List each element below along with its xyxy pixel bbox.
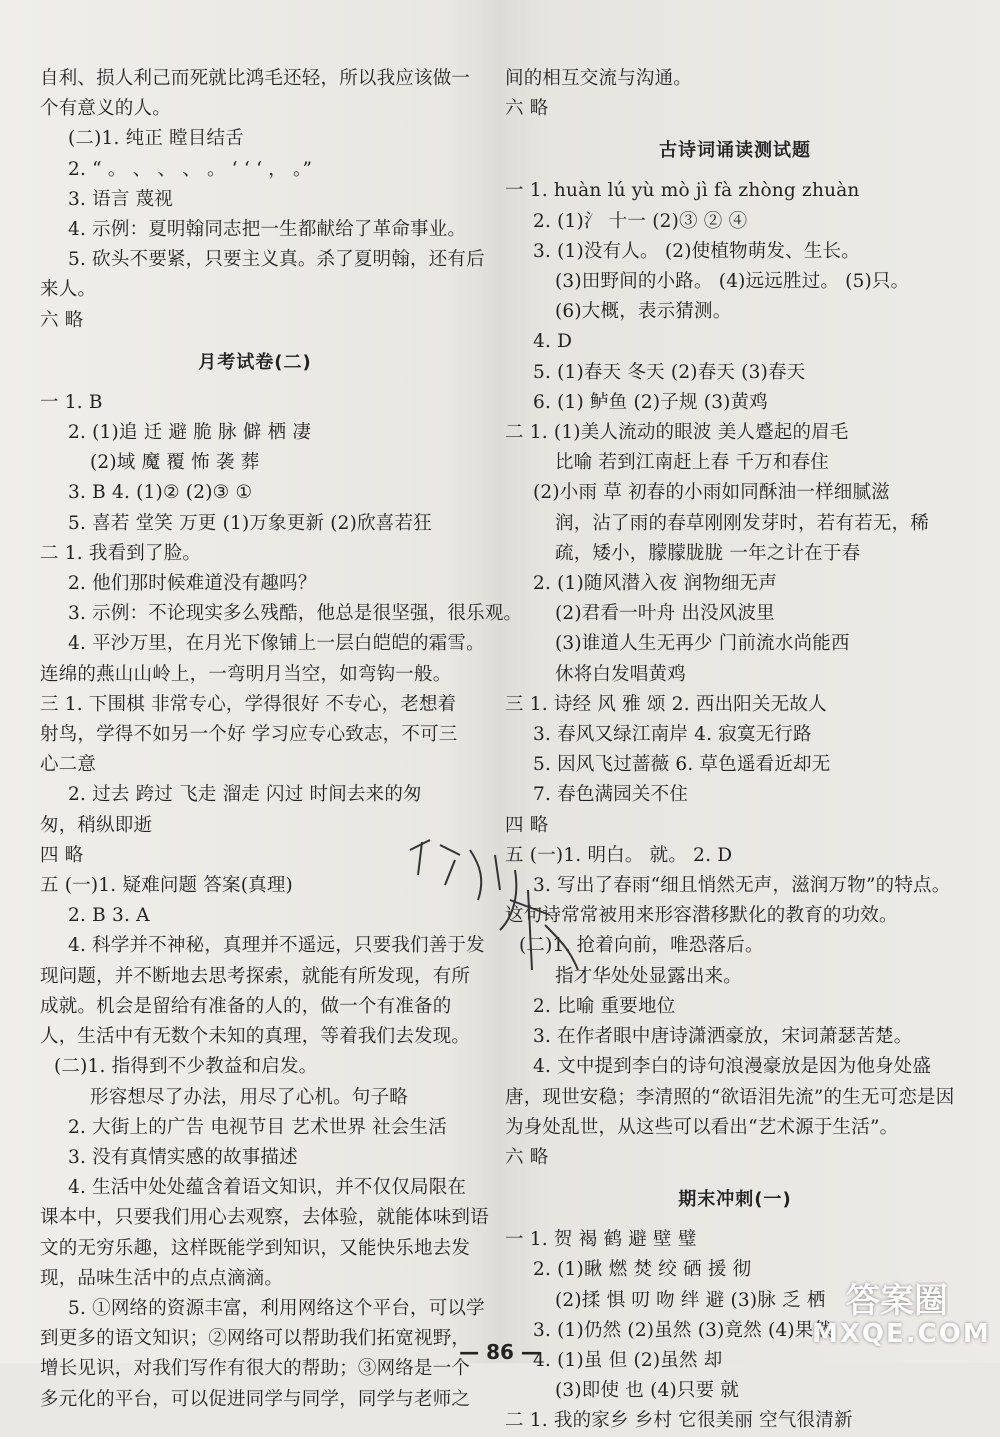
answer-line: 4. 科学并不神秘，真理并不遥远，只要我们善于发	[68, 935, 485, 957]
answer-line: 唐，现世安稳；李清照的“欲语泪先流”的生无可恋是因	[505, 1086, 955, 1108]
answer-line: 多元化的平台，可以促进同学与同学，同学与老师之	[40, 1388, 471, 1410]
answer-line: (2)君看一叶舟 出没风波里	[555, 603, 775, 625]
answer-line: 4. 文中提到李白的诗句浪漫豪放是因为他身处盛	[533, 1056, 932, 1078]
section-heading: 期末冲刺(一)	[678, 1189, 792, 1211]
answer-line: 3. (1)仍然 (2)虽然 (3)竟然 (4)果然	[533, 1319, 833, 1341]
answer-line: 5. 喜若 堂笑 万更 (1)万象更新 (2)欣喜若狂	[68, 512, 432, 534]
answer-line: 来人。	[40, 279, 97, 301]
answer-line: 三 1. 诗经 风 雅 颂 2. 西出阳关无故人	[505, 693, 827, 715]
answer-line: 2. 大街上的广告 电视节目 艺术世界 社会生活	[68, 1116, 447, 1138]
answer-line: (2)域 魔 覆 怖 袭 葬	[90, 452, 260, 474]
answer-line: 课本中，只要我们用心去观察，去体验，就能体味到语	[40, 1207, 489, 1229]
answer-line: 3. 语言 蔑视	[68, 188, 174, 210]
answer-line: 一 1. huàn lú yù mò jì fà zhòng zhuàn	[505, 180, 860, 202]
answer-line: 5. 因风飞过蔷薇 6. 草色遥看近却无	[533, 754, 831, 776]
answer-line: 2. 比喻 重要地位	[533, 995, 676, 1017]
answer-line: 现问题，并不断地去思考探索，就能有所发现，有所	[40, 965, 471, 987]
answer-line: 连绵的燕山山岭上，一弯明月当空，如弯钩一般。	[40, 663, 452, 685]
answer-line: 3. 示例：不论现实多么残酷，他总是很坚强，很乐观。	[68, 603, 523, 625]
answer-line: 润，沾了雨的春草刚刚发芽时，若有若无，稀	[555, 512, 930, 534]
answer-line: 4. 平沙万里，在月光下像铺上一层白皑皑的霜雪。	[68, 633, 485, 655]
answer-line: 2. B 3. A	[68, 905, 150, 927]
answer-line: 增长见识，对我们写作有很大的帮助；③网络是一个	[40, 1358, 471, 1380]
answer-line: 5. (1)春天 冬天 (2)春天 (3)春天	[533, 361, 806, 383]
answer-line: (二)1. 指得到不少教益和启发。	[54, 1056, 318, 1078]
answer-line: (6)大概，表示猜测。	[555, 301, 732, 323]
answer-line: 六 略	[505, 98, 549, 120]
answer-line: 为身处乱世，从这些可以看出“艺术源于生活”。	[505, 1116, 899, 1138]
answer-line: 四 略	[505, 814, 549, 836]
answer-line: 人，生活中有无数个未知的真理，等着我们去发现。	[40, 1026, 471, 1048]
answer-line: 心二意	[40, 754, 97, 776]
answer-line: 3. 写出了春雨“细且悄然无声，滋润万物”的特点。	[533, 875, 951, 897]
answer-line: 3. 没有真情实感的故事描述	[68, 1146, 298, 1168]
answer-line: (3)谁道人生无再少 门前流水尚能西	[555, 633, 850, 655]
answer-line: (2)揉 惧 叨 吻 绊 避 (3)脉 乏 栖	[555, 1289, 826, 1311]
answer-line: 一 1. B	[40, 391, 103, 413]
answer-line: 六 略	[40, 309, 84, 331]
answer-line: 7. 春色满园关不住	[533, 784, 689, 806]
answer-line: 四 略	[40, 844, 84, 866]
answer-line: 6. (1) 鲈鱼 (2)子规 (3)黄鸡	[533, 391, 768, 413]
answer-line: 间的相互交流与沟通。	[505, 68, 693, 89]
answer-line: 形容想尽了办法，用尽了心机。句子略	[90, 1086, 408, 1108]
answer-line: 二 1. (1)美人流动的眼波 美人蹙起的眉毛	[505, 422, 849, 444]
page-number: — 86 —	[459, 1340, 541, 1364]
answer-line: 2. “ 。 、 、 、 。 ‘ ‘ ‘ ， 。”	[68, 158, 313, 180]
answer-line: 4. 示例：夏明翰同志把一生都献给了革命事业。	[68, 219, 467, 241]
answer-line: 休将白发唱黄鸡	[555, 663, 686, 685]
watermark-logo	[812, 1281, 991, 1351]
answer-line: (二)1. 抢着向前，唯恐落后。	[519, 935, 764, 957]
answer-line: 五 (一)1. 疑难问题 答案(真理)	[40, 875, 293, 897]
watermark-top-text: 答案圈	[846, 1281, 948, 1321]
answer-line: 3. B 4. (1)② (2)③ ①	[68, 482, 253, 504]
section-heading: 古诗词诵读测试题	[659, 140, 811, 162]
handwriting-scribble-icon	[400, 830, 590, 980]
answer-line: 2. 他们那时候难道没有趣吗？	[68, 573, 317, 595]
answer-line: 一 1. 贺 褐 鹤 避 壁 璧	[505, 1229, 697, 1251]
answer-line: 二 1. 我的家乡 乡村 它很美丽 空气很清新	[505, 1410, 853, 1432]
answer-line: 4. 生活中处处蕴含着语文知识，并不仅仅局限在	[68, 1177, 467, 1199]
answer-line: 5. 砍头不要紧，只要主义真。杀了夏明翰，还有后	[68, 249, 485, 271]
answer-line: (3)田野间的小路。 (4)远远胜过。 (5)只。	[555, 271, 910, 293]
answer-line: 4. (1)虽 但 (2)虽然 却	[533, 1349, 723, 1371]
answer-line: 2. (1)瞅 燃 焚 绞 硒 援 彻	[533, 1259, 752, 1281]
answer-line: 文的无穷乐趣，这样既能学到知识，又能快乐地去发	[40, 1237, 471, 1259]
answer-line: 五 (一)1. 明白。 就。 2. D	[505, 844, 733, 866]
answer-line: 2. (1)随风潜入夜 润物细无声	[533, 573, 778, 595]
answer-line: 比喻 若到江南赶上春 千万和春住	[555, 452, 829, 474]
answer-line: 六 略	[505, 1146, 549, 1168]
answer-line: 到更多的语文知识；②网络可以帮助我们拓宽视野，	[40, 1328, 471, 1350]
answer-line: 二 1. 我看到了脸。	[40, 542, 202, 564]
answer-line: 现，品味生活中的点点滴滴。	[40, 1267, 284, 1289]
answer-line: 这句诗常常被用来形容潜移默化的教育的功效。	[505, 905, 898, 927]
watermark-bottom-text: MXQE.COM	[812, 1319, 991, 1349]
answer-line: 5. ①网络的资源丰富，利用网络这个平台，可以学	[68, 1297, 485, 1319]
section-heading: 月考试卷(二)	[198, 351, 312, 373]
right-column	[505, 64, 965, 1437]
answer-line: 自利、损人利己而死就比鸿毛还轻，所以我应该做一	[40, 68, 471, 89]
answer-line: (2)小雨 草 初春的小雨如同酥油一样细腻滋	[533, 482, 890, 504]
answer-line: 三 1. 下围棋 非常专心，学得很好 不专心，老想着	[40, 693, 457, 715]
answer-line: 3. 春风又绿江南岸 4. 寂寞无行路	[533, 724, 812, 746]
answer-line: 2. (1)氵 十一 (2)③ ② ④	[533, 210, 748, 232]
answer-line: 成就。机会是留给有准备的人的，做一个有准备的	[40, 995, 452, 1017]
answer-line: 个有意义的人。	[40, 98, 171, 120]
answer-line: 指才华处处显露出来。	[555, 965, 743, 987]
answer-line: 疏，矮小，朦朦胧胧 一年之计在于春	[555, 542, 861, 564]
answer-line: 匆，稍纵即逝	[40, 814, 153, 836]
answer-line: 2. (1)追 迁 避 脆 脉 僻 栖 凄	[68, 422, 312, 444]
answer-line: 3. (1)没有人。 (2)使植物萌发、生长。	[533, 240, 860, 262]
answer-line: 3. 在作者眼中唐诗潇洒豪放，宋词萧瑟苦楚。	[533, 1026, 913, 1048]
answer-line: 射鸟，学得不如另一个好 学习应专心致志，不可三	[40, 724, 458, 746]
answer-line: 4. D	[533, 331, 573, 353]
answer-line: 2. 过去 跨过 飞走 溜走 闪过 时间去来的匆	[68, 784, 422, 806]
answer-line: (3)即使 也 (4)只要 就	[555, 1380, 740, 1402]
answer-line: (二)1. 纯正 瞠目结舌	[68, 128, 244, 150]
